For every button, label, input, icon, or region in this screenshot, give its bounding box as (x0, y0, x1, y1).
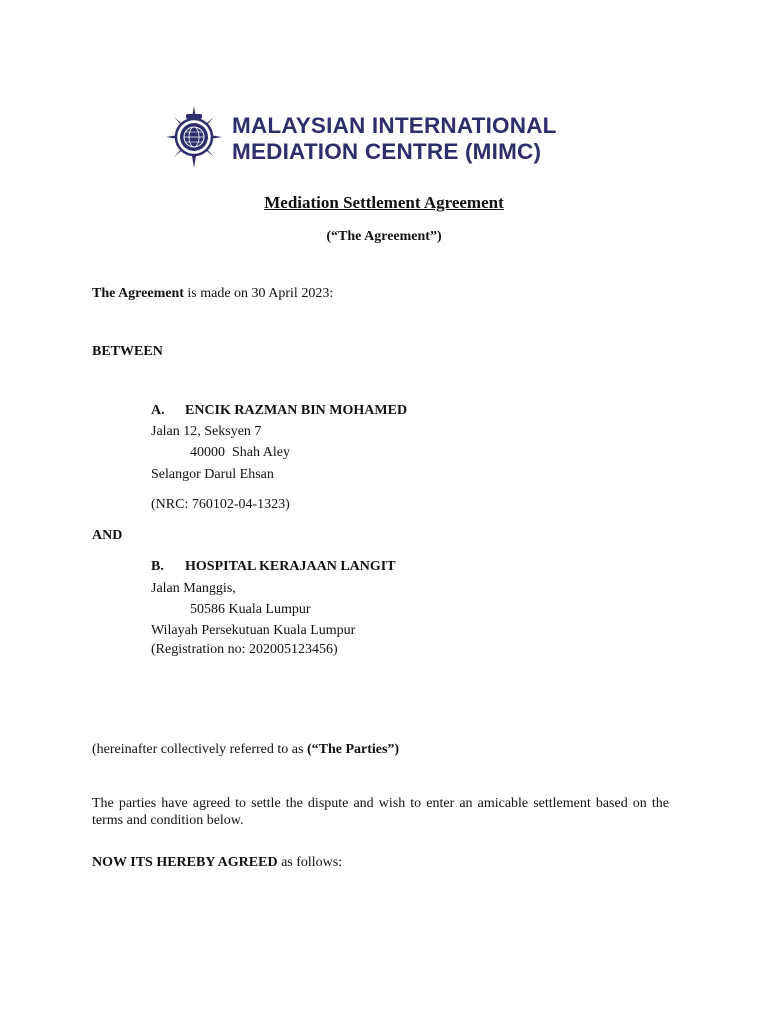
document-title-text: Mediation Settlement Agreement (264, 193, 504, 212)
parties-line (92, 742, 399, 758)
party-a-address-1: Jalan 12, Seksyen 7 (151, 424, 262, 439)
document-title (0, 193, 768, 213)
party-b-name: HOSPITAL KERAJAAN LANGIT (185, 559, 396, 574)
party-a-address-3: Selangor Darul Ehsan (151, 467, 274, 482)
intro-line (92, 286, 333, 302)
between-heading: BETWEEN (92, 344, 163, 359)
intro-bold: The Agreement (92, 286, 184, 301)
party-b-address-3: Wilayah Persekutuan Kuala Lumpur (151, 623, 356, 638)
party-b-id: (Registration no: 202005123456) (151, 642, 338, 657)
logo-line-1: MALAYSIAN INTERNATIONAL (232, 113, 557, 138)
party-a-name: ENCIK RAZMAN BIN MOHAMED (185, 403, 408, 418)
party-b-letter: B. (151, 559, 164, 574)
party-b-address-1: Jalan Manggis, (151, 581, 236, 596)
and-heading: AND (92, 528, 123, 543)
mimc-logo-emblem (166, 106, 222, 168)
intro-rest: is made on 30 April 2023: (183, 286, 334, 301)
agreed-line (92, 855, 342, 871)
mimc-logo-text (232, 113, 557, 165)
agreed-bold: NOW ITS HEREBY AGREED (92, 855, 278, 870)
parties-bold: (“The Parties”) (306, 742, 400, 757)
party-a-id: (NRC: 760102-04-1323) (151, 497, 290, 512)
logo-line-2: MEDIATION CENTRE (MIMC) (232, 139, 542, 164)
document-subtitle: (“The Agreement”) (326, 229, 442, 244)
party-a-address-2: 40000 Shah Aley (190, 445, 290, 460)
party-b-address-2: 50586 Kuala Lumpur (190, 602, 311, 617)
parties-text: (hereinafter collectively referred to as (92, 742, 307, 757)
settlement-paragraph: The parties have agreed to settle the dispute and wish to enter an amicable settlement based on the terms and condition below. (92, 796, 669, 828)
party-a-letter: A. (151, 403, 165, 418)
agreed-rest: as follows: (277, 855, 343, 870)
